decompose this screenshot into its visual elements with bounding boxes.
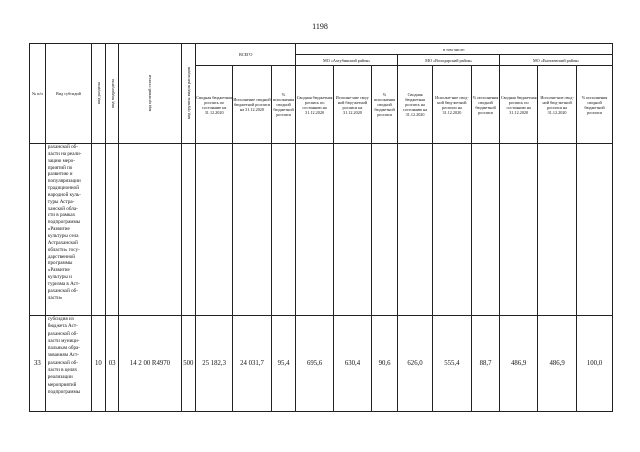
subsidy-name-line: бюджета Аст- [47,323,78,330]
code-celevaya [119,144,181,316]
value-cell: 630,4 [334,316,372,412]
value-cell [398,144,433,316]
value-cell [196,144,233,316]
subsidy-name-line: «Развитие [47,226,70,233]
subsidy-name-line: дарственной [47,253,76,260]
code-podrazdel [105,144,119,316]
value-cell [471,144,499,316]
value-cell [334,144,372,316]
header-r2-fact: Исполне-ние свод-ной бюд-жетной росписи на 31.12.2020 [538,66,577,144]
subsidy-name-line: ласти» [47,294,63,301]
subsidy-name-line: культуры и [47,274,72,281]
header-r2-pct: % исполнения сводной бюджетной росписи [577,66,613,144]
value-cell [371,144,397,316]
subsidy-name-line: мероприятий [47,381,77,388]
code-razdel [92,144,106,316]
header-r0-plan: Сводная бюджетная роспись по состоянию на 31.12.2020 [296,66,334,144]
subsidy-name-line: ласти на реали- [47,150,82,157]
subsidy-name-line: Астраханской [47,239,78,246]
header-region-0: МО «Ахтубинский район» [296,55,398,66]
code-vid: 500 [181,316,196,412]
subsidy-name-line: сти в рамках [47,212,76,219]
header-num: № п/п [30,44,46,144]
subsidy-name-line: раханской об- [47,359,78,366]
header-razdel: код раздела [92,44,106,144]
page-number: 1198 [312,22,328,31]
subsidy-name-line: области» госу- [47,246,80,253]
header-r0-pct: % исполнения сводной бюджетной росписи [371,66,397,144]
header-vsego: ВСЕГО [196,44,296,66]
header-r1-pct: % исполнения сводной бюджетной росписи [471,66,499,144]
subsidy-name-line: пальным обра- [47,345,80,352]
header-podrazdel: код подраздела [105,44,119,144]
value-cell: 626,0 [398,316,433,412]
value-cell: 24 031,7 [233,316,272,412]
table-row [30,144,613,316]
header-region-1: МО «Володарский район» [398,55,500,66]
subsidy-name-line: народной куль- [47,191,81,198]
value-cell: 555,4 [432,316,471,412]
row-number: 33 [30,316,46,412]
header-r2-plan: Сводная бюджетная роспись по состоянию на 31.12.2020 [500,66,538,144]
value-cell [538,144,577,316]
subsidy-name-line: туры Астра- [47,198,75,205]
subsidy-name-line: развитию и [47,171,73,178]
budget-table [29,43,613,412]
header-vid: код группы видов расходов [181,44,196,144]
subsidy-name-line: ханской обла- [47,205,78,212]
value-cell [233,144,272,316]
subsidy-name-line: подпрограммы [47,219,81,226]
subsidy-name-line: зацию меро- [47,157,75,164]
value-cell: 25 182,3 [196,316,233,412]
subsidy-name-line: традиционной [47,185,79,192]
value-cell: 486,9 [500,316,538,412]
subsidy-name-line: приятий по [47,164,73,171]
header-vsego-pct: % исполнения сводной бюджетной росписи [271,66,295,144]
subsidy-name-line: туризма в Аст- [47,280,80,287]
value-cell: 486,9 [538,316,577,412]
header-r0-fact: Исполне-ние свод-ной бюд-жетной росписи на 31.12.2020 [334,66,372,144]
header-celevaya: код целевой статьи [119,44,181,144]
value-cell: 95,4 [271,316,295,412]
value-cell: 100,0 [577,316,613,412]
subsidy-name-line: «Развитие [47,267,70,274]
subsidy-name [45,316,91,412]
row-number [30,144,46,316]
subsidy-name-line: ласти муници- [47,337,80,344]
subsidy-name-line: подпрограммы [47,388,81,395]
header-region-2: МО «Енотаевский район» [500,55,613,66]
subsidy-name-line: ласти в целях [47,367,78,374]
header-name: Вид субсидий [45,44,91,144]
subsidy-name [45,144,91,316]
subsidy-name-line: реализации [47,374,73,381]
code-vid [181,144,196,316]
subsidy-name-line: зованиям Аст- [47,352,79,359]
value-cell [432,144,471,316]
header-r1-fact: Исполне-ние свод-ной бюд-жетной росписи на 31.12.2020 [432,66,471,144]
subsidy-name-line: популяризации [47,178,81,185]
subsidy-name-line: раханской об- [47,330,78,337]
header-v-tom-chisle: в том числе: [296,44,613,55]
subsidy-name-line: раханской об- [47,144,78,150]
value-cell [500,144,538,316]
value-cell [577,144,613,316]
subsidy-name-line: программы [47,260,73,267]
subsidy-name-line: раханской об- [47,287,78,294]
header-vsego-fact: Исполнение сводной бюджетной росписи на 31.12.2020 [233,66,272,144]
code-celevaya: 14 2 00 R4970 [119,316,181,412]
subsidy-name-line: субсидия из [47,316,74,322]
value-cell: 90,6 [371,316,397,412]
value-cell [271,144,295,316]
table-row [30,316,613,412]
subsidy-name-line: культуры села [47,232,79,239]
code-razdel: 10 [92,316,106,412]
value-cell: 695,6 [296,316,334,412]
header-r1-plan: Сводная бюджетная роспись на состоянию на 31.12.2020 [398,66,433,144]
value-cell: 88,7 [471,316,499,412]
value-cell [296,144,334,316]
header-vsego-plan: Сводная бюджетная роспись по состоянию на 31.12.2020 [196,66,233,144]
code-podrazdel: 03 [105,316,119,412]
